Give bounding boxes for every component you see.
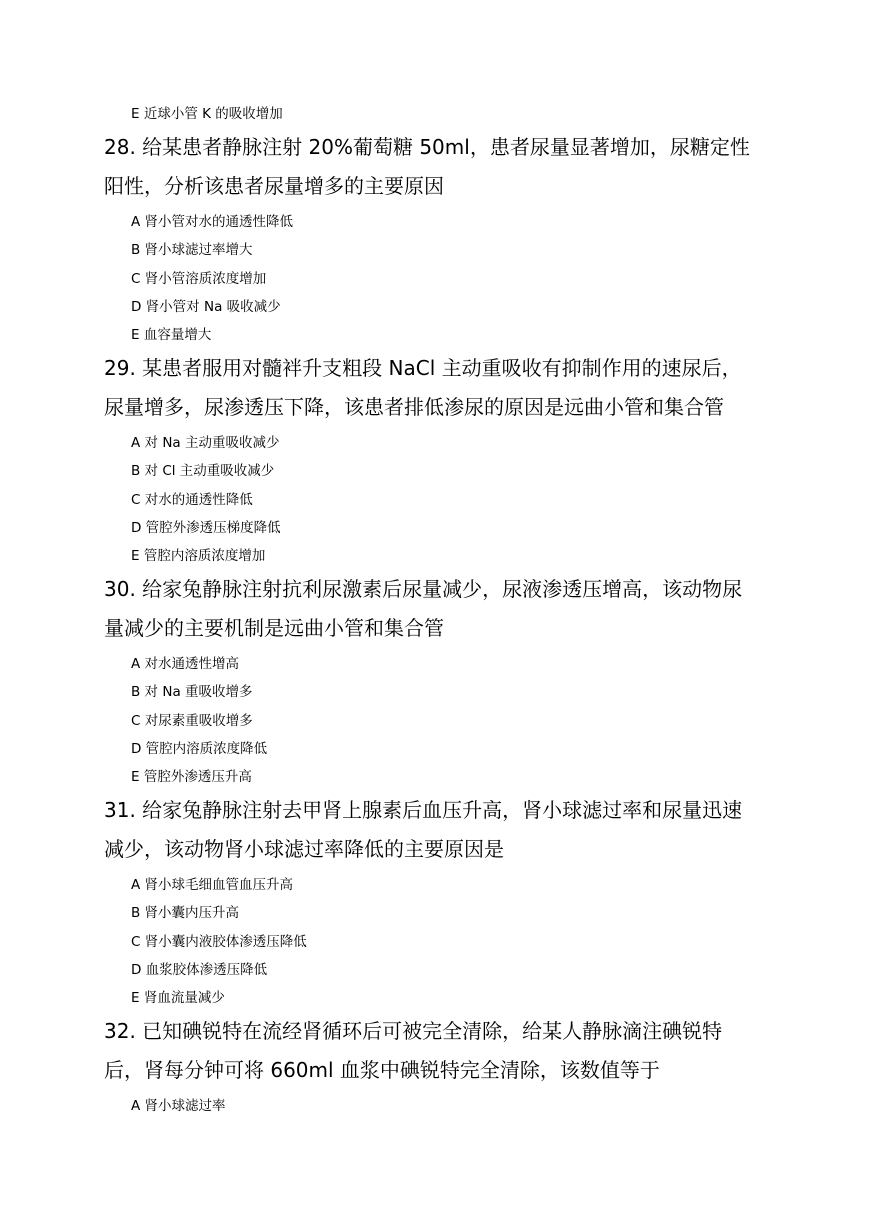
- question-28-line-1: 28. 给某患者静脉注射 20%葡萄糖 50ml，患者尿量显著增加，尿糖定性: [104, 135, 750, 159]
- option-31b: B 肾小囊内压升高: [131, 905, 240, 921]
- option-28e: E 血容量增大: [131, 327, 212, 343]
- option-29a: A 对 Na 主动重吸收减少: [131, 435, 280, 451]
- question-32-line-2: 后，肾每分钟可将 660ml 血浆中碘锐特完全清除，该数值等于: [104, 1058, 660, 1082]
- option-30e: E 管腔外渗透压升高: [131, 769, 252, 785]
- option-28d: D 肾小管对 Na 吸收减少: [131, 299, 281, 315]
- question-28-line-2: 阳性，分析该患者尿量增多的主要原因: [104, 174, 444, 198]
- option-30d: D 管腔内溶质浓度降低: [131, 741, 268, 757]
- option-28c: C 肾小管溶质浓度增加: [131, 271, 267, 287]
- option-30a: A 对水通透性增高: [131, 656, 240, 672]
- option-28a: A 肾小管对水的通透性降低: [131, 214, 294, 230]
- question-29-line-2: 尿量增多，尿渗透压下降，该患者排低渗尿的原因是远曲小管和集合管: [104, 395, 724, 419]
- option-31c: C 肾小囊内液胶体渗透压降低: [131, 934, 307, 950]
- option-31e: E 肾血流量减少: [131, 990, 225, 1006]
- option-29e: E 管腔内溶质浓度增加: [131, 548, 266, 564]
- option-30c: C 对尿素重吸收增多: [131, 713, 253, 729]
- option-31a: A 肾小球毛细血管血压升高: [131, 877, 294, 893]
- question-30-line-1: 30. 给家兔静脉注射抗利尿激素后尿量减少，尿液渗透压增高，该动物尿: [104, 577, 743, 601]
- question-30-line-2: 量减少的主要机制是远曲小管和集合管: [104, 616, 444, 640]
- option-31d: D 血浆胶体渗透压降低: [131, 962, 268, 978]
- option-29b: B 对 Cl 主动重吸收减少: [131, 463, 275, 479]
- option-28b: B 肾小球滤过率增大: [131, 242, 253, 258]
- question-31-line-1: 31. 给家兔静脉注射去甲肾上腺素后血压升高，肾小球滤过率和尿量迅速: [104, 798, 743, 822]
- question-29-line-1: 29. 某患者服用对髓袢升支粗段 NaCl 主动重吸收有抑制作用的速尿后，: [104, 356, 742, 380]
- question-32-line-1: 32. 已知碘锐特在流经肾循环后可被完全清除，给某人静脉滴注碘锐特: [104, 1019, 723, 1043]
- option-32a: A 肾小球滤过率: [131, 1098, 226, 1114]
- option-30b: B 对 Na 重吸收增多: [131, 684, 253, 700]
- question-31-line-2: 减少，该动物肾小球滤过率降低的主要原因是: [104, 837, 504, 861]
- option-27e: E 近球小管 K 的吸收增加: [131, 106, 283, 122]
- option-29c: C 对水的通透性降低: [131, 492, 253, 508]
- option-29d: D 管腔外渗透压梯度降低: [131, 520, 281, 536]
